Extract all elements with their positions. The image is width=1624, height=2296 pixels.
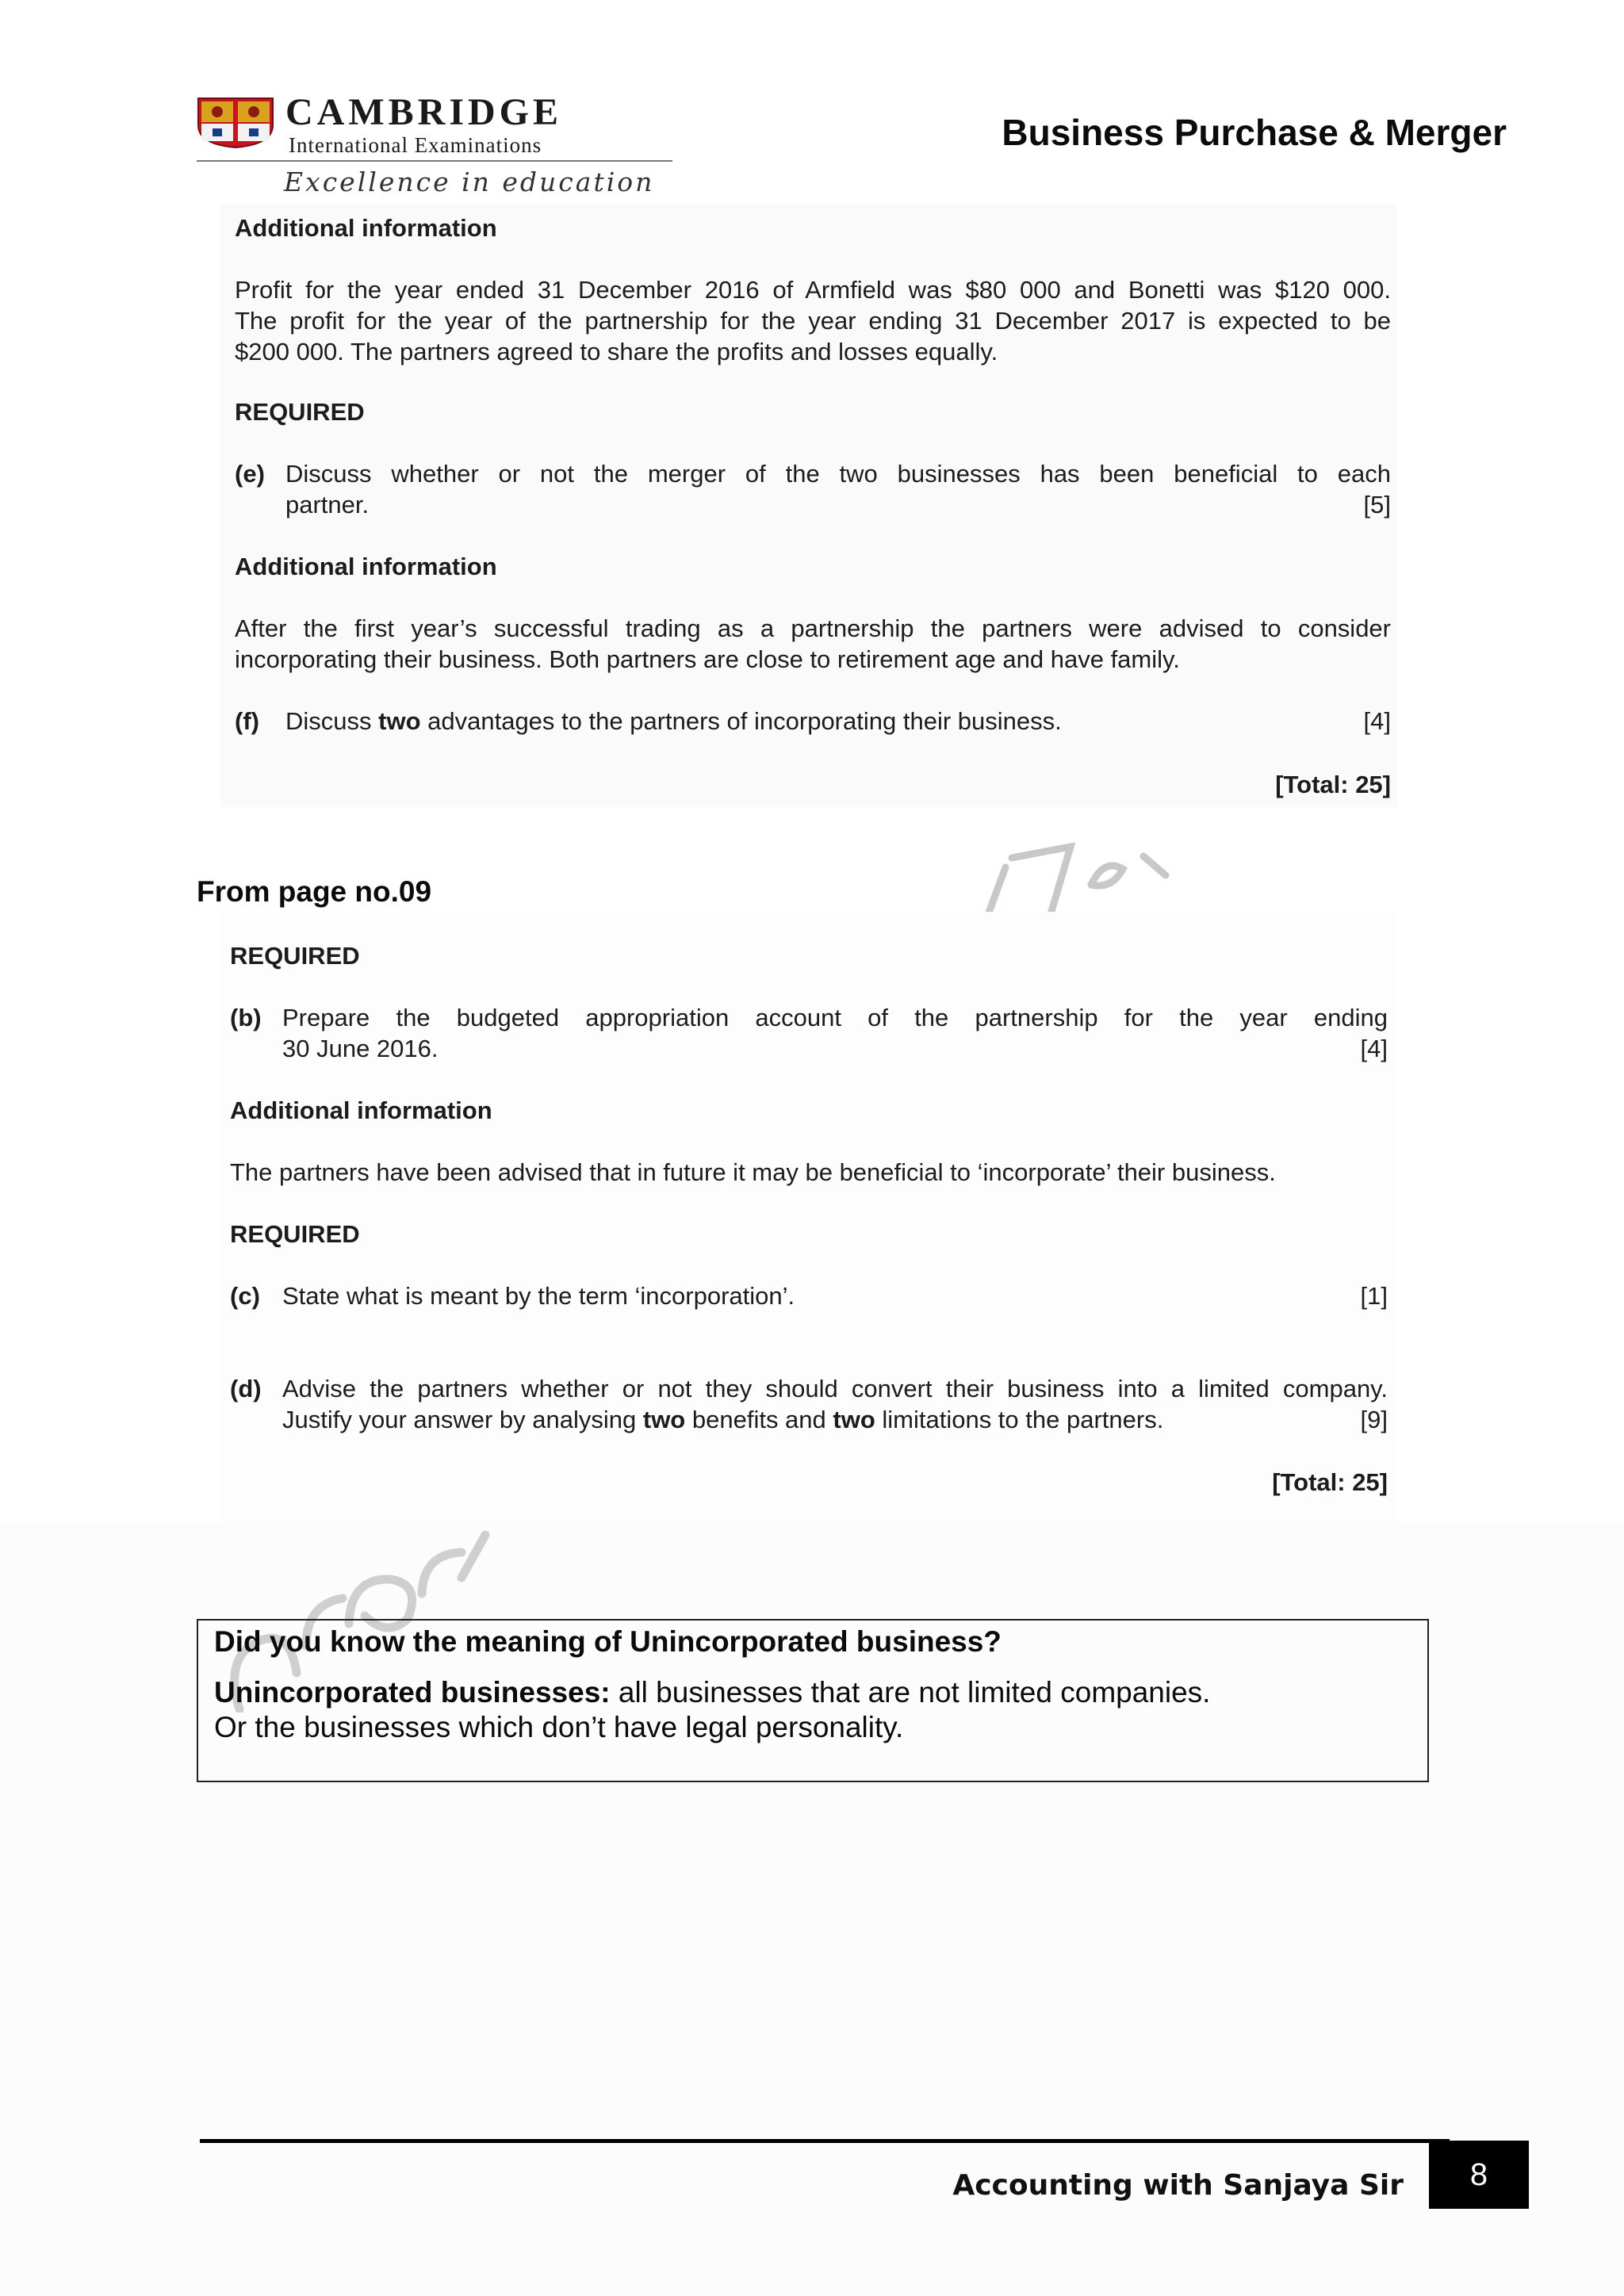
page-number: 8 (1429, 2141, 1529, 2209)
logo-tagline: Excellence in education (284, 166, 655, 197)
additional-info-heading: Additional information (230, 1096, 492, 1124)
required-heading: REQUIRED (235, 398, 365, 426)
required-heading: REQUIRED (230, 1220, 360, 1248)
question-label-c: (c) (230, 1282, 260, 1310)
question-label-d: (d) (230, 1375, 262, 1402)
logo-name: CAMBRIDGE (285, 91, 563, 133)
exam-excerpt-2 (220, 912, 1397, 1522)
from-page-label: From page no.09 (197, 875, 432, 908)
question-c-marks: [1] (1360, 1282, 1388, 1310)
question-e-marks: [5] (1363, 491, 1391, 519)
question-e-text-cont: partner. (285, 491, 370, 519)
question-label-b: (b) (230, 1004, 262, 1031)
question-label-e: (e) (235, 460, 265, 488)
total-marks: [Total: 25] (1275, 771, 1391, 798)
question-f-text: Discuss two advantages to the partners of incorporating their business. (285, 707, 1062, 735)
footer-author: Accounting with Sanjaya Sir (952, 2169, 1404, 2202)
additional-info-heading: Additional information (235, 214, 497, 242)
crest-icon (197, 97, 274, 149)
logo-subtitle: International Examinations (289, 133, 542, 157)
question-d-text: Advise the partners whether or not they should convert their business into a limited company. (282, 1375, 1388, 1402)
document-title: Business Purchase & Merger (1002, 112, 1507, 153)
exam-excerpt-1 (220, 205, 1397, 807)
definition-text-alt: Or the businesses which don’t have legal personality. (214, 1711, 904, 1743)
paragraph-line: The partners have been advised that in future it may be beneficial to ‘incorporate’ their business. (230, 1158, 1276, 1186)
paragraph-line: $200 000. The partners agreed to share the profits and losses equally. (235, 338, 998, 365)
definition-question: Did you know the meaning of Unincorporated business? (214, 1625, 1002, 1658)
question-d-marks: [9] (1360, 1406, 1388, 1433)
definition-text: Unincorporated businesses: all businesses that are not limited companies. (214, 1676, 1211, 1709)
question-label-f: (f) (235, 707, 259, 735)
definition-box (197, 1619, 1429, 1782)
paragraph-line: Profit for the year ended 31 December 2016 of Armfield was $80 000 and Bonetti was $120 000. (235, 276, 1391, 304)
required-heading: REQUIRED (230, 942, 360, 970)
question-d-text-cont: Justify your answer by analysing two benefits and two limitations to the partners. (282, 1406, 1164, 1433)
logo-divider (197, 160, 672, 162)
question-e-text: Discuss whether or not the merger of the two businesses has been beneficial to each (285, 460, 1391, 488)
paragraph-line: After the first year’s successful trading as a partnership the partners were advised to consider (235, 614, 1391, 642)
total-marks: [Total: 25] (1272, 1468, 1388, 1496)
paragraph-line: incorporating their business. Both partners are close to retirement age and have family. (235, 645, 1180, 673)
question-c-text: State what is meant by the term ‘incorporation’. (282, 1282, 795, 1310)
additional-info-heading: Additional information (235, 553, 497, 580)
question-b-text-cont: 30 June 2016. (282, 1035, 439, 1062)
cambridge-logo (197, 91, 680, 197)
question-f-marks: [4] (1363, 707, 1391, 735)
definition-term: Unincorporated businesses: (214, 1676, 611, 1709)
question-b-text: Prepare the budgeted appropriation account of the partnership for the year ending (282, 1004, 1388, 1031)
footer-divider (200, 2139, 1450, 2143)
paragraph-line: The profit for the year of the partnership for the year ending 31 December 2017 is expected to be (235, 307, 1391, 335)
question-b-marks: [4] (1360, 1035, 1388, 1062)
